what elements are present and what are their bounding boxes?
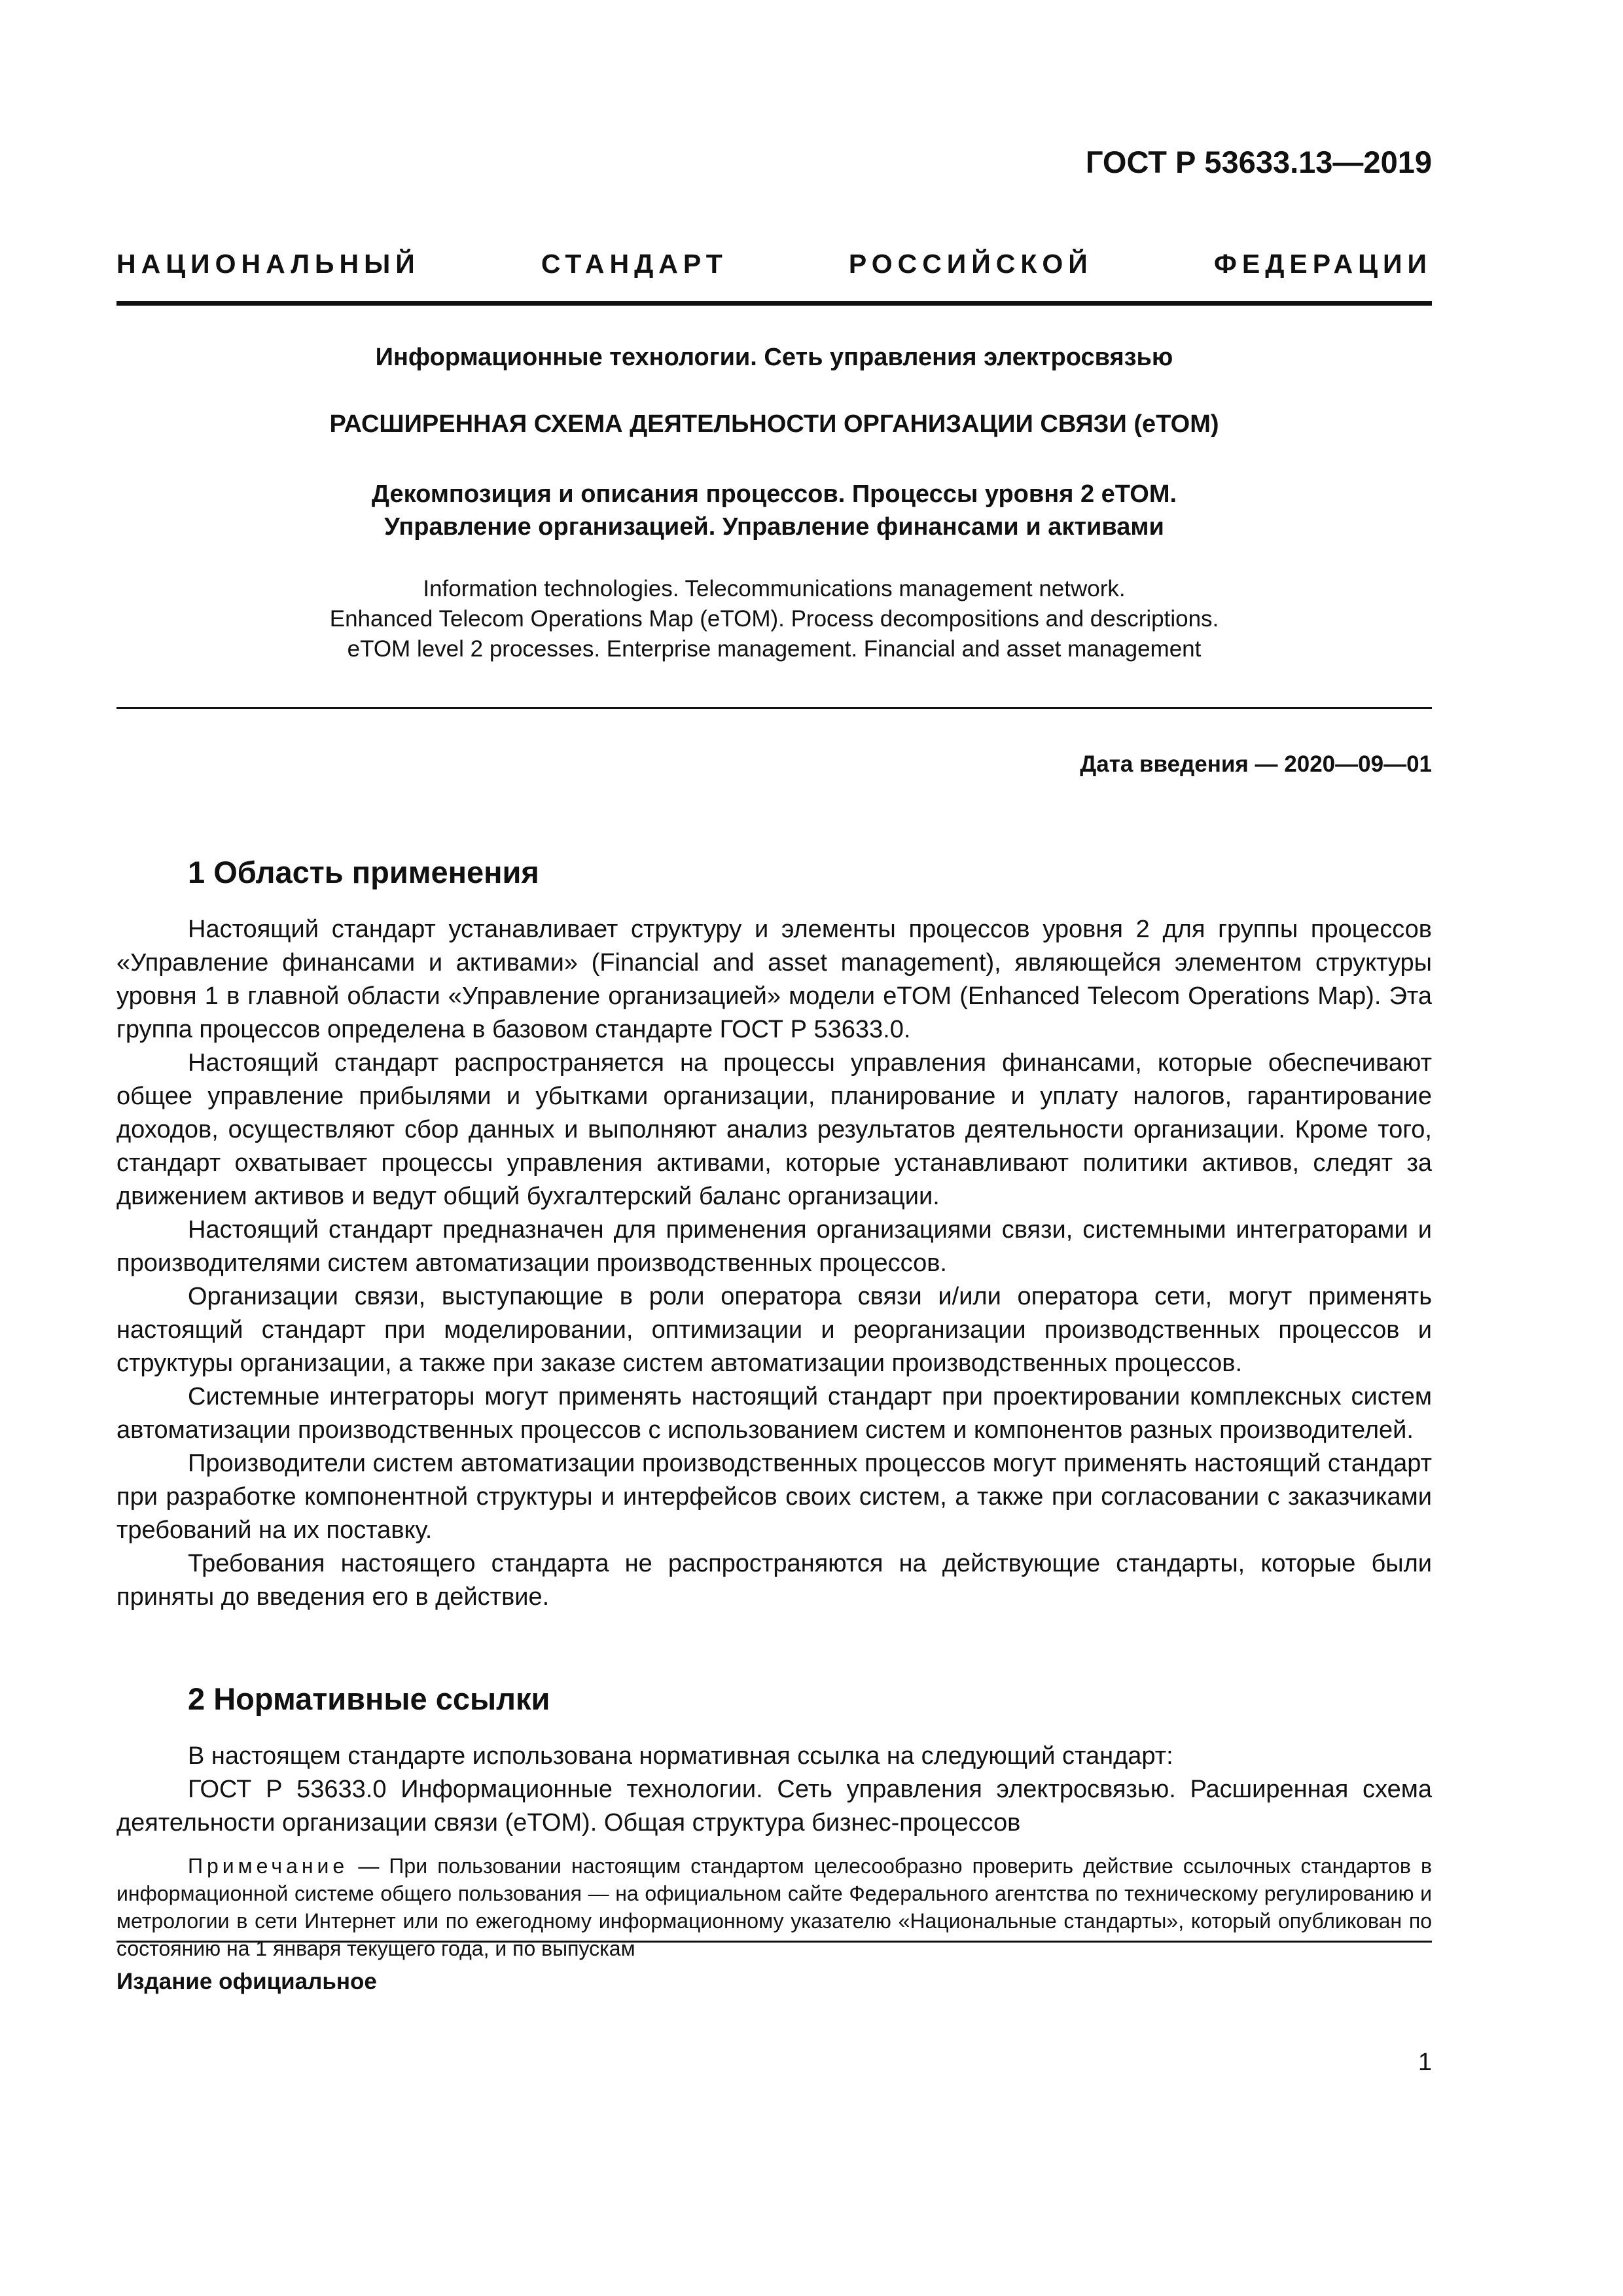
title-line-2: РАСШИРЕННАЯ СХЕМА ДЕЯТЕЛЬНОСТИ ОРГАНИЗАЦИИ СВЯЗИ (eTOM) — [329, 410, 1219, 438]
english-title-line-2: Enhanced Telecom Operations Map (eTOM). Process decompositions and descriptions. — [329, 606, 1219, 632]
page-number: 1 — [1418, 2049, 1432, 2076]
paragraph: Настоящий стандарт устанавливает структуру и элементы процессов уровня 2 для группы процессов «Управление финансами и активами» (Financial and asset management), являющейся элементом структуры уровня 1 в главной области «Управление организацией» модели eTOM (Enhanced Telecom Operations Map). Эта группа процессов определена в базовом стандарте ГОСТ Р 53633.0. — [116, 916, 1432, 1043]
paragraph: Организации связи, выступающие в роли оператора связи и/или оператора сети, могут применять настоящий стандарт при моделировании, оптимизации и реорганизации производственных процессов и структуры организации, а также при заказе систем автоматизации производственных процессов. — [116, 1283, 1432, 1377]
section-2-body — [116, 1740, 1432, 1840]
title-line-1: Информационные технологии. Сеть управления электросвязью — [375, 344, 1173, 371]
paragraph: Настоящий стандарт распространяется на процессы управления финансами, которые обеспечивают общее управление прибылями и убытками организации, планирование и уплату налогов, гарантирование доходов, осуществляют сбор данных и выполняют анализ результатов деятельности организации. Кроме того, стандарт охватывает процессы управления активами, которые устанавливают политики активов, следят за движением активов и ведут общий бухгалтерский баланс организации. — [116, 1049, 1432, 1210]
paragraph: В настоящем стандарте использована нормативная ссылка на следующий стандарт: — [188, 1742, 1173, 1770]
edition-label: Издание официальное — [116, 1969, 377, 1994]
title-line-3a: Декомпозиция и описания процессов. Процессы уровня 2 eTOM. — [371, 480, 1177, 508]
section-1-heading: 1 Область применения — [188, 855, 539, 889]
paragraph: Производители систем автоматизации производственных процессов могут применять настоящий стандарт при разработке компонентной структуры и интерфейсов своих систем, а также при согласовании с заказчиками требований на их поставку. — [116, 1450, 1432, 1544]
paragraph: Требования настоящего стандарта не распространяются на действующие стандарты, которые были приняты до введения его в действие. — [116, 1550, 1432, 1611]
english-title — [116, 574, 1432, 664]
introduction-date: Дата введения — 2020—09—01 — [1080, 751, 1432, 777]
title-line-3 — [116, 478, 1432, 543]
title-line-3b: Управление организацией. Управление финансами и активами — [384, 513, 1164, 541]
section-2-heading: 2 Нормативные ссылки — [188, 1681, 550, 1716]
title-divider — [116, 707, 1432, 709]
note — [116, 1852, 1432, 1962]
footer-divider — [116, 1941, 1432, 1943]
paragraph: ГОСТ Р 53633.0 Информационные технологии. Сеть управления электросвязью. Расширенная схема деятельности организации связи (eTOM). Общая структура бизнес-процессов — [116, 1776, 1432, 1837]
paragraph: Системные интеграторы могут применять настоящий стандарт при проектировании комплексных систем автоматизации производственных процессов с использованием систем и компонентов разных производителей. — [116, 1383, 1432, 1444]
paragraph: Настоящий стандарт предназначен для применения организациями связи, системными интеграторами и производителями систем автоматизации производственных процессов. — [116, 1216, 1432, 1277]
header-divider — [116, 301, 1432, 306]
english-title-line-3: eTOM level 2 processes. Enterprise management. Financial and asset management — [347, 636, 1202, 662]
english-title-line-1: Information technologies. Telecommunications management network. — [423, 576, 1126, 601]
note-label: Примечание — [188, 1854, 349, 1878]
standard-code: ГОСТ Р 53633.13—2019 — [1085, 145, 1432, 179]
national-standard-banner: НАЦИОНАЛЬНЫЙ СТАНДАРТ РОССИЙСКОЙ ФЕДЕРАЦИИ — [116, 249, 1432, 279]
section-1-body — [116, 913, 1432, 1614]
note-text: — При пользовании настоящим стандартом целесообразно проверить действие ссылочных стандартов в информационной системе общего пользования — на официальном сайте Федерального агентства по техническому регулированию и метрологии в сети Интернет или по ежегодному информационному указателю «Национальные стандарты», который опубликован по состоянию на 1 января текущего года, и по выпускам — [116, 1854, 1432, 1960]
